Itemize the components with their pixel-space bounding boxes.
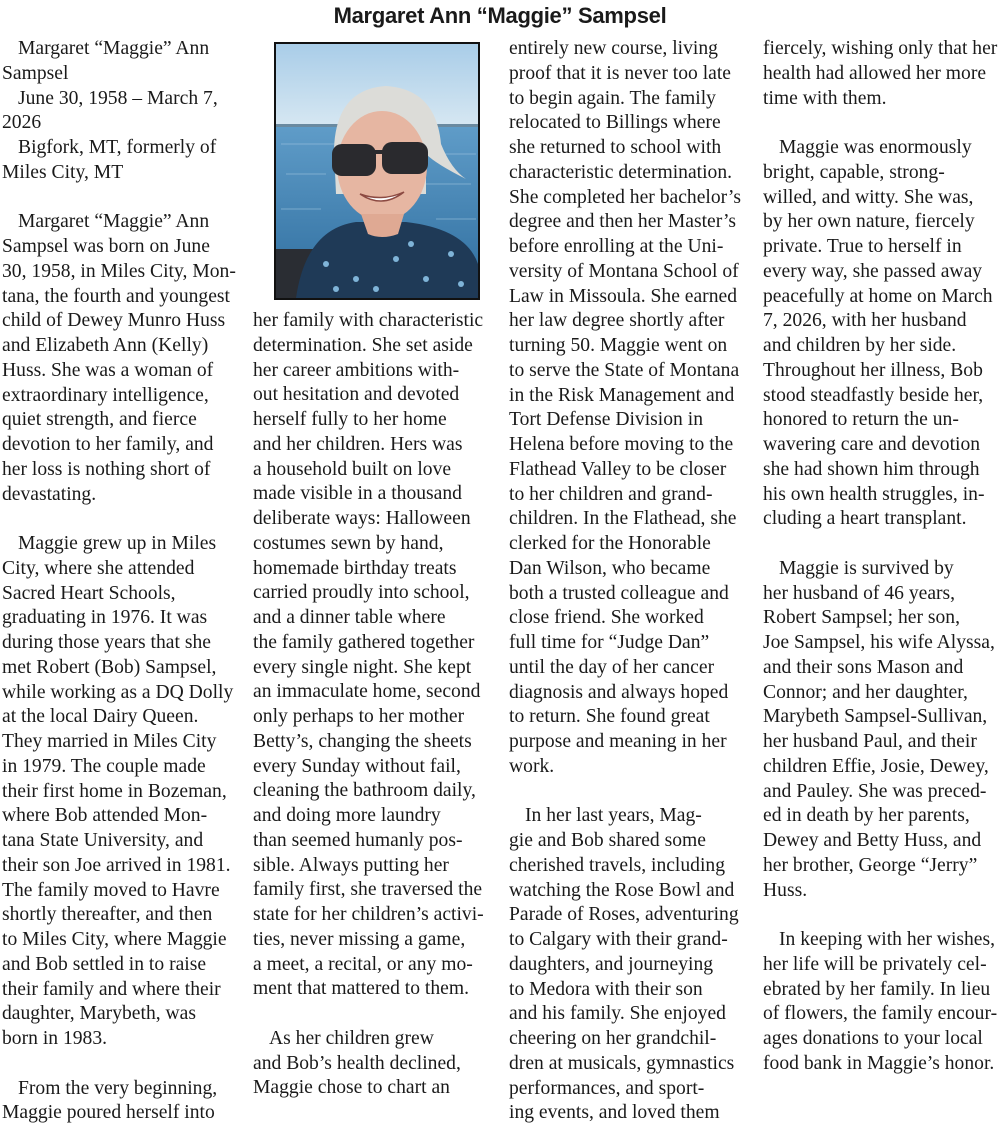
text-line: and Elizabeth Ann (Kelly) <box>2 335 209 356</box>
text-line: his own health struggles, in- <box>763 483 985 505</box>
text-line: than seemed humanly pos- <box>253 829 463 851</box>
text-line: close friend. She worked <box>509 607 704 629</box>
text-line: Sacred Heart Schools, <box>2 582 176 604</box>
text-line: June 30, 1958 – March 7, <box>18 87 218 109</box>
text-line: graduating in 1976. It was <box>2 607 208 629</box>
text-line: during those years that she <box>2 632 211 653</box>
text-line: she had shown him through <box>763 458 980 480</box>
text-line: children. In the Flathead, she <box>509 508 737 530</box>
text-line: Joe Sampsel, his wife Alyssa, <box>763 632 995 653</box>
text-line: Flathead Valley to be closer <box>509 458 727 480</box>
text-line: She completed her bachelor’s <box>509 186 741 208</box>
text-line: their son Joe arrived in 1981. <box>2 854 231 876</box>
text-line: Helena before moving to the <box>509 434 734 455</box>
text-line: fiercely, wishing only that her <box>763 38 998 59</box>
text-line: tana, the fourth and youngest <box>2 285 230 307</box>
text-line: daughters, and journeying <box>509 953 714 975</box>
text-line: homemade birthday treats <box>253 557 457 579</box>
text-line: ing events, and loved them <box>509 1102 720 1124</box>
text-line: her career ambitions with- <box>253 359 460 381</box>
text-line: cluding a heart transplant. <box>763 508 967 530</box>
text-line: From the very beginning, <box>18 1077 218 1099</box>
text-line: she returned to school with <box>509 137 722 158</box>
text-line: before enrolling at the Uni- <box>509 236 724 257</box>
obituary-title: Margaret Ann “Maggie” Sampsel <box>333 3 667 28</box>
text-line: her brother, George “Jerry” <box>763 854 978 876</box>
text-line: state for her children’s activi- <box>253 904 484 925</box>
text-line: made visible in a thousand <box>253 483 462 505</box>
text-line: born in 1983. <box>2 1028 108 1049</box>
text-line: shortly thereafter, and then <box>2 904 213 926</box>
text-line: Robert Sampsel; her son, <box>763 607 960 629</box>
text-line: while working as a DQ Dolly <box>2 681 234 703</box>
text-line: and a dinner table where <box>253 607 446 628</box>
text-line: peacefully at home on March <box>763 285 993 307</box>
text-line: a meet, a recital, or any mo- <box>253 953 473 975</box>
text-line: diagnosis and always hoped <box>509 681 729 703</box>
text-line: In her last years, Mag- <box>525 805 702 827</box>
text-line: the family gathered together <box>253 631 475 653</box>
text-line: carried proudly into school, <box>253 582 470 604</box>
text-line: wavering care and devotion <box>763 434 981 455</box>
text-line: willed, and witty. She was, <box>763 186 974 208</box>
text-line: dren at musicals, gymnastics <box>509 1052 735 1074</box>
text-line: honored to return the un- <box>763 409 959 431</box>
text-line: 2026 <box>2 112 42 134</box>
text-line: to begin again. The family <box>509 87 716 109</box>
text-line: clerked for the Honorable <box>509 533 711 554</box>
text-line: met Robert (Bob) Sampsel, <box>2 656 217 678</box>
text-line: stood steadfastly beside her, <box>763 384 984 406</box>
text-line: family first, she traversed the <box>253 879 483 901</box>
text-line: full time for “Judge Dan” <box>509 632 710 653</box>
text-line: entirely new course, living <box>509 38 718 59</box>
text-line: and Pauley. She was preced- <box>763 780 987 802</box>
text-line: Sampsel was born on June <box>2 236 210 257</box>
text-line: Maggie chose to chart an <box>253 1077 450 1099</box>
text-line: health had allowed her more <box>763 62 987 84</box>
text-line: Maggie is survived by <box>779 557 954 579</box>
text-line: a household built on love <box>253 458 452 480</box>
text-line: only perhaps to her mother <box>253 706 465 727</box>
paragraph-gap <box>509 780 754 805</box>
text-line: her family with characteristic <box>253 310 484 331</box>
text-line: cleaning the bathroom daily, <box>253 780 476 802</box>
text-line: Sampsel <box>2 62 69 84</box>
text-line: Maggie grew up in Miles <box>18 533 217 554</box>
text-line: herself fully to her home <box>253 409 447 430</box>
text-line: They married in Miles City <box>2 731 217 752</box>
text-line: time with them. <box>763 87 887 109</box>
text-line: her law degree shortly after <box>509 310 725 332</box>
text-line: Dewey and Betty Huss, and <box>763 830 982 851</box>
text-line: 7, 2026, with her husband <box>763 310 967 332</box>
text-line: quiet strength, and fierce <box>2 409 197 431</box>
text-line: Connor; and her daughter, <box>763 681 968 703</box>
text-line: sible. Always putting her <box>253 854 449 876</box>
text-line: children Effie, Josie, Dewey, <box>763 755 989 777</box>
text-line: 30, 1958, in Miles City, Mon- <box>2 260 236 282</box>
text-line: an immaculate home, second <box>253 681 481 703</box>
text-line: and Bob’s health declined, <box>253 1052 461 1074</box>
paragraph-gap <box>2 507 247 532</box>
text-line: versity of Montana School of <box>509 260 739 282</box>
text-column-1 <box>2 37 247 1126</box>
text-line: Huss. She was a woman of <box>2 359 214 381</box>
text-line: Margaret “Maggie” Ann <box>18 211 210 233</box>
text-line: As her children grew <box>269 1027 434 1049</box>
text-line: purpose and meaning in her <box>509 731 727 752</box>
text-line: her loss is nothing short of <box>2 458 211 480</box>
text-line: to serve the State of Montana <box>509 359 740 381</box>
text-line: bright, capable, strong- <box>763 161 945 183</box>
text-line: and her children. Hers was <box>253 433 463 455</box>
text-line: to return. She found great <box>509 706 710 728</box>
text-line: and children by her side. <box>763 335 957 356</box>
text-line: Miles City, MT <box>2 161 124 183</box>
text-line: every single night. She kept <box>253 656 472 678</box>
text-line: determination. She set aside <box>253 334 473 356</box>
text-line: Huss. <box>763 879 808 901</box>
text-line: to Miles City, where Maggie <box>2 929 227 950</box>
text-line: ties, never missing a game, <box>253 928 466 950</box>
text-line: gie and Bob shared some <box>509 830 706 851</box>
text-line: where Bob attended Mon- <box>2 805 208 827</box>
text-line: ebrated by her family. In lieu <box>763 978 991 1000</box>
text-line: her husband Paul, and their <box>763 731 977 752</box>
text-line: until the day of her cancer <box>509 656 715 678</box>
text-line: to Medora with their son <box>509 978 703 1000</box>
paragraph-gap <box>763 903 1000 928</box>
text-line: Law in Missoula. She earned <box>509 285 737 307</box>
text-line: Margaret “Maggie” Ann <box>18 38 210 59</box>
text-line: both a trusted colleague and <box>509 582 729 604</box>
text-line: food bank in Maggie’s honor. <box>763 1052 995 1074</box>
text-line: in 1979. The couple made <box>2 755 206 777</box>
text-line: turning 50. Maggie went on <box>509 335 728 356</box>
text-line: tana State University, and <box>2 830 204 851</box>
text-line: cheering on her grandchil- <box>509 1028 717 1049</box>
text-line: by her own nature, fiercely <box>763 211 975 233</box>
text-line: City, where she attended <box>2 557 195 579</box>
text-line: In keeping with her wishes, <box>779 929 996 950</box>
text-line: every way, she passed away <box>763 260 983 282</box>
text-line: ed in death by her parents, <box>763 805 970 827</box>
text-line: ages donations to your local <box>763 1028 983 1049</box>
text-line: in the Risk Management and <box>509 384 735 406</box>
paragraph-gap <box>2 186 247 211</box>
text-line: costumes sewn by hand, <box>253 532 444 554</box>
text-line: daughter, Marybeth, was <box>2 1003 197 1025</box>
text-line: devotion to her family, and <box>2 434 214 455</box>
text-line: child of Dewey Munro Huss <box>2 310 226 332</box>
text-line: and doing more laundry <box>253 805 441 826</box>
text-line: characteristic determination. <box>509 161 733 183</box>
text-line: devastating. <box>2 483 97 505</box>
text-line: Bigfork, MT, formerly of <box>18 137 217 158</box>
paragraph-gap <box>253 1002 498 1027</box>
text-line: at the local Dairy Queen. <box>2 706 199 728</box>
text-line: Maggie poured herself into <box>2 1102 215 1124</box>
text-line: to her children and grand- <box>509 483 713 505</box>
text-line: Betty’s, changing the sheets <box>253 730 472 752</box>
text-column-4 <box>763 37 1000 1077</box>
text-line: their first home in Bozeman, <box>2 780 227 802</box>
text-line: Marybeth Sampsel-Sullivan, <box>763 706 988 728</box>
text-line: her life will be privately cel- <box>763 953 987 975</box>
text-line: performances, and sport- <box>509 1077 705 1099</box>
text-line: of flowers, the family encour- <box>763 1003 998 1025</box>
text-line: relocated to Billings where <box>509 112 721 134</box>
text-line: and his family. She enjoyed <box>509 1003 726 1025</box>
text-line: deliberate ways: Halloween <box>253 508 471 529</box>
text-line: extraordinary intelligence, <box>2 384 209 406</box>
text-line: work. <box>509 755 555 777</box>
text-line: Tort Defense Division in <box>509 409 703 431</box>
text-line: Maggie was enormously <box>779 137 972 158</box>
text-line: Throughout her illness, Bob <box>763 359 983 381</box>
text-column-3 <box>509 37 754 1126</box>
portrait-image <box>276 44 478 298</box>
paragraph-gap <box>2 1052 247 1077</box>
portrait-photo <box>274 42 480 300</box>
text-line: cherished travels, including <box>509 854 726 876</box>
paragraph-gap <box>763 111 1000 136</box>
text-line: proof that it is never too late <box>509 62 731 84</box>
text-line: her husband of 46 years, <box>763 582 956 604</box>
paragraph-gap <box>763 532 1000 557</box>
text-line: degree and then her Master’s <box>509 211 737 233</box>
text-line: private. True to herself in <box>763 236 962 257</box>
text-column-2 <box>253 309 498 1101</box>
text-line: their family and where their <box>2 978 221 1000</box>
text-line: and their sons Mason and <box>763 656 964 678</box>
text-line: Dan Wilson, who became <box>509 557 711 579</box>
text-line: and Bob settled in to raise <box>2 953 207 975</box>
text-line: ment that mattered to them. <box>253 978 470 1000</box>
text-line: to Calgary with their grand- <box>509 929 728 950</box>
text-line: watching the Rose Bowl and <box>509 879 735 901</box>
text-line: The family moved to Havre <box>2 879 220 901</box>
text-line: Parade of Roses, adventuring <box>509 904 739 926</box>
text-line: every Sunday without fail, <box>253 755 461 777</box>
text-line: out hesitation and devoted <box>253 384 460 406</box>
